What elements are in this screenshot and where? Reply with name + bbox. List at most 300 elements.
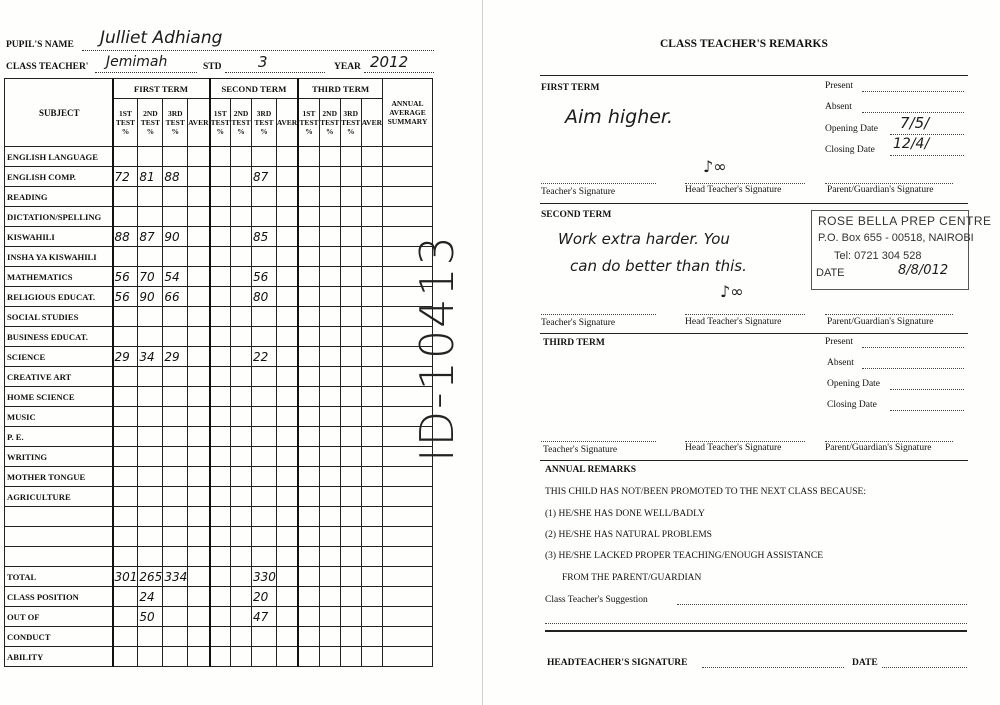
- score-cell: [113, 527, 138, 547]
- first-term-rule: [540, 203, 968, 204]
- score-cell: 22: [252, 347, 277, 367]
- score-cell: [231, 607, 252, 627]
- score-cell: [361, 467, 382, 487]
- score-cell: 56: [113, 287, 138, 307]
- score-cell: [340, 507, 361, 527]
- first-opening-label: Opening Date: [825, 124, 879, 134]
- score-cell: [252, 487, 277, 507]
- score-cell: [340, 547, 361, 567]
- subject-row: [5, 327, 433, 347]
- score-cell: [340, 487, 361, 507]
- first-closing-label: Closing Date: [825, 145, 875, 155]
- score-cell: [113, 627, 138, 647]
- score-cell: [113, 507, 138, 527]
- stamp-line3: Tel: 0721 304 528: [834, 250, 922, 262]
- third-opening-line: [890, 389, 964, 390]
- score-cell: [276, 247, 298, 267]
- second-closing-value: 8/8/012: [898, 263, 949, 278]
- score-cell: [231, 467, 252, 487]
- score-cell: 301: [113, 567, 138, 587]
- first-present-line: [862, 91, 964, 92]
- score-cell: [276, 367, 298, 387]
- subject-header: SUBJECT: [5, 79, 113, 147]
- subject-row: [5, 167, 433, 187]
- headteacher-signature-line: [702, 667, 844, 668]
- score-cell: [361, 607, 382, 627]
- first-present-label: Present: [825, 81, 853, 91]
- score-cell: [188, 187, 210, 207]
- score-cell: [298, 547, 319, 567]
- subject-row: [5, 467, 433, 487]
- score-cell: [231, 527, 252, 547]
- first-absent-label: Absent: [825, 102, 852, 112]
- score-cell: [298, 447, 319, 467]
- score-cell: [138, 367, 163, 387]
- score-cell: [163, 607, 188, 627]
- subject-row: [5, 267, 433, 287]
- score-cell: [298, 187, 319, 207]
- subject-row: [5, 187, 433, 207]
- score-cell: 90: [138, 287, 163, 307]
- annual-summary-cell: [383, 487, 433, 507]
- score-cell: [319, 287, 340, 307]
- score-cell: [138, 327, 163, 347]
- score-cell: [113, 647, 138, 667]
- score-cell: [276, 587, 298, 607]
- score-cell: [210, 627, 231, 647]
- score-cell: [361, 167, 382, 187]
- subject-name: READING: [5, 187, 113, 207]
- score-cell: [298, 367, 319, 387]
- first-head-sig-line: [685, 183, 805, 184]
- score-cell: [298, 427, 319, 447]
- score-cell: [210, 547, 231, 567]
- score-cell: [138, 407, 163, 427]
- score-cell: [319, 207, 340, 227]
- score-cell: [231, 187, 252, 207]
- first-absent-line: [862, 112, 964, 113]
- test-header-1-3: 3RD TEST %: [163, 99, 188, 147]
- score-cell: [361, 287, 382, 307]
- score-cell: [340, 407, 361, 427]
- score-cell: 29: [113, 347, 138, 367]
- third-absent-label: Absent: [827, 358, 854, 368]
- subject-name: [5, 547, 113, 567]
- score-cell: [138, 507, 163, 527]
- subject-row: [5, 227, 433, 247]
- score-cell: [210, 287, 231, 307]
- score-cell: [252, 467, 277, 487]
- score-cell: [163, 307, 188, 327]
- score-cell: [252, 207, 277, 227]
- score-cell: 20: [252, 587, 277, 607]
- subject-row: [5, 507, 433, 527]
- score-cell: [163, 587, 188, 607]
- score-cell: 88: [113, 227, 138, 247]
- score-cell: [276, 627, 298, 647]
- score-cell: [340, 367, 361, 387]
- score-cell: [319, 647, 340, 667]
- score-cell: [340, 647, 361, 667]
- score-cell: [276, 487, 298, 507]
- annual-summary-cell: [383, 507, 433, 527]
- test-header-3-3: 3RD TEST %: [340, 99, 361, 147]
- subject-name: SCIENCE: [5, 347, 113, 367]
- score-cell: [252, 407, 277, 427]
- score-cell: [188, 447, 210, 467]
- subject-row: [5, 547, 433, 567]
- third-closing-line: [890, 410, 964, 411]
- test-header-2-4: AVER: [276, 99, 298, 147]
- score-cell: [163, 207, 188, 227]
- subject-name: OUT OF: [5, 607, 113, 627]
- test-header-3-1: 1ST TEST %: [298, 99, 319, 147]
- score-cell: [361, 487, 382, 507]
- score-cell: [361, 307, 382, 327]
- score-cell: [298, 307, 319, 327]
- score-cell: [231, 307, 252, 327]
- first-parent-sig-line: [825, 183, 953, 184]
- score-cell: [319, 467, 340, 487]
- subject-row: [5, 587, 433, 607]
- score-cell: [210, 187, 231, 207]
- score-cell: [298, 287, 319, 307]
- score-cell: [340, 607, 361, 627]
- score-cell: [113, 307, 138, 327]
- promoted-statement: THIS CHILD HAS NOT/BEEN PROMOTED TO THE NEXT CLASS BECAUSE:: [545, 487, 866, 497]
- term-header-row: [5, 79, 433, 99]
- test-header-3-4: AVER: [361, 99, 382, 147]
- score-cell: [319, 147, 340, 167]
- score-cell: [319, 167, 340, 187]
- score-cell: [319, 327, 340, 347]
- score-cell: [231, 507, 252, 527]
- second-parent-sig-line: [825, 314, 953, 315]
- score-cell: [163, 487, 188, 507]
- score-cell: [319, 247, 340, 267]
- score-cell: [298, 327, 319, 347]
- score-cell: [361, 567, 382, 587]
- score-cell: [276, 407, 298, 427]
- score-cell: [163, 547, 188, 567]
- score-cell: [361, 507, 382, 527]
- score-cell: 24: [138, 587, 163, 607]
- score-cell: [298, 247, 319, 267]
- pupil-name-value: Julliet Adhiang: [100, 28, 223, 48]
- score-cell: [276, 227, 298, 247]
- subject-row: [5, 407, 433, 427]
- test-header-1-1: 1ST TEST %: [113, 99, 138, 147]
- score-cell: [163, 407, 188, 427]
- subject-name: ENGLISH LANGUAGE: [5, 147, 113, 167]
- annual-summary-cell: [383, 167, 433, 187]
- third-term-rule: [540, 460, 968, 461]
- score-cell: [188, 367, 210, 387]
- score-cell: [188, 327, 210, 347]
- second-term-rule: [540, 333, 968, 334]
- score-cell: [340, 527, 361, 547]
- second-remark-line1: Work extra harder. You: [558, 230, 730, 248]
- third-term-label: THIRD TERM: [543, 338, 605, 348]
- score-cell: [276, 187, 298, 207]
- score-cell: [276, 267, 298, 287]
- score-cell: [138, 467, 163, 487]
- score-cell: 265: [138, 567, 163, 587]
- score-cell: [163, 467, 188, 487]
- score-cell: [319, 547, 340, 567]
- score-cell: [210, 647, 231, 667]
- score-cell: [319, 267, 340, 287]
- score-cell: [163, 187, 188, 207]
- third-head-sig-line: [685, 441, 805, 442]
- score-cell: [210, 227, 231, 247]
- subject-name: [5, 527, 113, 547]
- third-opening-label: Opening Date: [827, 379, 881, 389]
- score-cell: [188, 607, 210, 627]
- score-cell: [252, 507, 277, 527]
- score-cell: [340, 627, 361, 647]
- score-cell: [361, 447, 382, 467]
- first-opening-line: [890, 134, 964, 135]
- subject-row: [5, 627, 433, 647]
- score-cell: [361, 367, 382, 387]
- score-cell: [319, 447, 340, 467]
- score-cell: [163, 647, 188, 667]
- suggestion-line-2: [545, 623, 967, 624]
- first-parent-sig: Parent/Guardian's Signature: [827, 185, 934, 195]
- stamp-line1: ROSE BELLA PREP CENTRE: [818, 214, 992, 228]
- score-cell: [163, 447, 188, 467]
- score-cell: 81: [138, 167, 163, 187]
- class-teacher-line: [95, 72, 197, 73]
- score-cell: [188, 487, 210, 507]
- second-head-sig: Head Teacher's Signature: [685, 317, 782, 327]
- score-cell: [210, 487, 231, 507]
- score-cell: [231, 287, 252, 307]
- score-cell: [298, 407, 319, 427]
- suggestion-label: Class Teacher's Suggestion: [545, 595, 648, 605]
- score-cell: [231, 427, 252, 447]
- score-cell: [188, 227, 210, 247]
- score-cell: [276, 547, 298, 567]
- score-cell: [138, 527, 163, 547]
- score-cell: [276, 527, 298, 547]
- subject-row: [5, 207, 433, 227]
- score-cell: [231, 227, 252, 247]
- subject-row: [5, 567, 433, 587]
- subject-row: [5, 307, 433, 327]
- year-value: 2012: [370, 53, 409, 71]
- score-cell: [113, 607, 138, 627]
- second-teacher-sig: Teacher's Signature: [541, 318, 616, 328]
- test-header-2-1: 1ST TEST %: [210, 99, 231, 147]
- head-signature-mark-2: ♪∞: [720, 282, 744, 301]
- score-cell: [138, 447, 163, 467]
- score-cell: [231, 567, 252, 587]
- annual-rule: [545, 630, 967, 632]
- score-cell: [252, 627, 277, 647]
- score-cell: [298, 507, 319, 527]
- subject-name: MUSIC: [5, 407, 113, 427]
- score-cell: 87: [252, 167, 277, 187]
- score-cell: 47: [252, 607, 277, 627]
- subject-name: P. E.: [5, 427, 113, 447]
- test-header-1-2: 2ND TEST %: [138, 99, 163, 147]
- score-cell: [252, 647, 277, 667]
- score-cell: 54: [163, 267, 188, 287]
- subject-name: DICTATION/SPELLING: [5, 207, 113, 227]
- score-cell: [319, 527, 340, 547]
- score-cell: [361, 627, 382, 647]
- annual-summary-cell: [383, 187, 433, 207]
- score-cell: [188, 427, 210, 447]
- score-cell: [188, 347, 210, 367]
- score-cell: [113, 587, 138, 607]
- score-cell: [188, 207, 210, 227]
- score-cell: [113, 487, 138, 507]
- score-cell: [340, 347, 361, 367]
- score-cell: [138, 187, 163, 207]
- score-cell: [252, 367, 277, 387]
- score-cell: [319, 187, 340, 207]
- score-cell: [319, 307, 340, 327]
- score-cell: [298, 607, 319, 627]
- score-cell: [340, 167, 361, 187]
- score-cell: [210, 607, 231, 627]
- score-cell: [188, 387, 210, 407]
- annual-summary-cell: [383, 207, 433, 227]
- score-cell: [163, 507, 188, 527]
- third-absent-line: [862, 368, 964, 369]
- second-head-sig-line: [685, 314, 805, 315]
- score-cell: [163, 427, 188, 447]
- subject-name: CLASS POSITION: [5, 587, 113, 607]
- score-cell: 87: [138, 227, 163, 247]
- score-cell: [210, 587, 231, 607]
- score-cell: 330: [252, 567, 277, 587]
- score-cell: [276, 287, 298, 307]
- score-cell: [276, 147, 298, 167]
- score-cell: [138, 207, 163, 227]
- score-cell: [231, 627, 252, 647]
- score-cell: 66: [163, 287, 188, 307]
- score-cell: [113, 207, 138, 227]
- subject-row: [5, 247, 433, 267]
- score-cell: [276, 427, 298, 447]
- suggestion-line-1: [677, 604, 967, 605]
- third-closing-label: Closing Date: [827, 400, 877, 410]
- score-cell: [361, 327, 382, 347]
- score-cell: [231, 267, 252, 287]
- score-cell: [188, 407, 210, 427]
- score-cell: [231, 647, 252, 667]
- subject-name: KISWAHILI: [5, 227, 113, 247]
- third-teacher-sig: Teacher's Signature: [543, 445, 618, 455]
- score-cell: [340, 467, 361, 487]
- score-cell: [276, 607, 298, 627]
- first-head-sig: Head Teacher's Signature: [685, 185, 782, 195]
- score-cell: [319, 427, 340, 447]
- third-term-header: THIRD TERM: [298, 79, 382, 99]
- score-cell: [298, 347, 319, 367]
- score-cell: [361, 187, 382, 207]
- score-cell: [361, 587, 382, 607]
- score-cell: 50: [138, 607, 163, 627]
- score-cell: [276, 207, 298, 227]
- score-cell: [298, 567, 319, 587]
- score-cell: 70: [138, 267, 163, 287]
- score-cell: [252, 427, 277, 447]
- score-cell: [319, 607, 340, 627]
- grades-table: [4, 78, 433, 667]
- stamp-line2: P.O. Box 655 - 00518, NAIROBI: [818, 232, 974, 244]
- score-cell: 29: [163, 347, 188, 367]
- score-cell: [252, 187, 277, 207]
- grades-table-body: [5, 79, 433, 667]
- first-opening-value: 7/5/: [900, 114, 930, 132]
- score-cell: [340, 387, 361, 407]
- score-cell: [210, 467, 231, 487]
- date-line: [882, 667, 967, 668]
- score-cell: [361, 527, 382, 547]
- score-cell: 90: [163, 227, 188, 247]
- score-cell: 88: [163, 167, 188, 187]
- score-cell: [340, 247, 361, 267]
- third-parent-sig: Parent/Guardian's Signature: [825, 443, 932, 453]
- score-cell: [231, 587, 252, 607]
- score-cell: 334: [163, 567, 188, 587]
- score-cell: [210, 407, 231, 427]
- score-cell: [252, 247, 277, 267]
- score-cell: [188, 547, 210, 567]
- score-cell: [298, 487, 319, 507]
- score-cell: [231, 447, 252, 467]
- annual-summary-cell: [383, 607, 433, 627]
- score-cell: [361, 347, 382, 367]
- subject-row: [5, 447, 433, 467]
- class-teacher-value: Jemimah: [106, 54, 168, 70]
- score-cell: [361, 247, 382, 267]
- third-parent-sig-line: [825, 441, 953, 442]
- score-cell: [231, 247, 252, 267]
- subject-row: [5, 367, 433, 387]
- annual-summary-cell: [383, 147, 433, 167]
- score-cell: [319, 507, 340, 527]
- subject-name: SOCIAL STUDIES: [5, 307, 113, 327]
- score-cell: [163, 327, 188, 347]
- score-cell: 85: [252, 227, 277, 247]
- second-remark-line2: can do better than this.: [570, 257, 747, 275]
- first-closing-value: 12/4/: [893, 136, 930, 152]
- score-cell: [319, 487, 340, 507]
- score-cell: [113, 467, 138, 487]
- subject-name: HOME SCIENCE: [5, 387, 113, 407]
- score-cell: [188, 247, 210, 267]
- score-cell: [231, 147, 252, 167]
- score-cell: [210, 447, 231, 467]
- score-cell: [340, 187, 361, 207]
- score-cell: [188, 147, 210, 167]
- score-cell: [138, 307, 163, 327]
- std-line: [225, 72, 325, 73]
- score-cell: 34: [138, 347, 163, 367]
- score-cell: 72: [113, 167, 138, 187]
- score-cell: [210, 567, 231, 587]
- second-term-header: SECOND TERM: [210, 79, 299, 99]
- score-cell: [252, 447, 277, 467]
- score-cell: [340, 207, 361, 227]
- score-cell: [188, 587, 210, 607]
